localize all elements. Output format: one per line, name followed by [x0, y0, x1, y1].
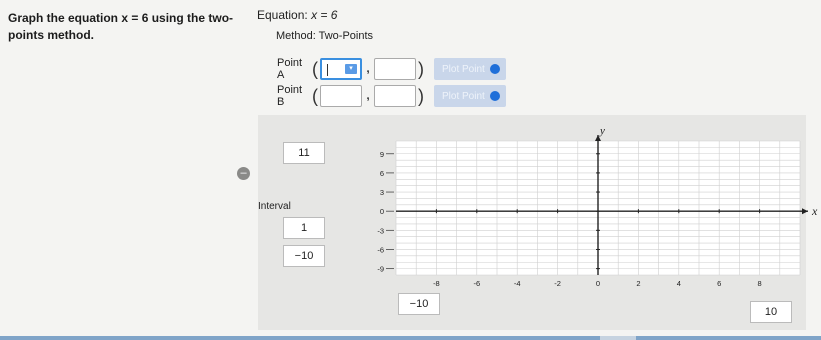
point-b-label: Point B	[277, 84, 303, 108]
y-tick-label: 6	[379, 168, 384, 178]
open-paren: (	[312, 59, 318, 79]
comma: ,	[366, 63, 370, 75]
prompt-line-1: Graph the equation x = 6 using the two-	[8, 11, 234, 25]
x-tick-label: 6	[717, 279, 722, 288]
x-axis-label: x	[812, 204, 818, 219]
comma: ,	[366, 90, 370, 102]
y-min-input[interactable]: −10	[398, 293, 440, 315]
method-label: Method:	[276, 30, 316, 42]
bottom-status-bar	[0, 336, 821, 340]
keyboard-icon[interactable]: ▾	[345, 64, 357, 74]
equation-label: Equation:	[257, 8, 308, 22]
x-min-input[interactable]: −10	[283, 245, 325, 267]
y-tick-label: 3	[379, 188, 384, 198]
x-axis-arrow	[802, 208, 808, 214]
x-tick-label: -6	[473, 279, 481, 288]
bottom-bar-segment	[600, 336, 636, 340]
interval-label: Interval	[258, 201, 291, 212]
x-tick-label: 2	[636, 279, 641, 288]
interval-input[interactable]: 1	[283, 217, 325, 239]
x-tick-label: -8	[433, 279, 440, 288]
close-paren: )	[418, 59, 424, 79]
y-tick-label: 0	[379, 207, 384, 217]
x-max-input[interactable]: 10	[750, 301, 792, 323]
y-tick-label: -6	[377, 245, 384, 255]
y-max-input[interactable]: 11	[283, 142, 325, 164]
x-tick-label: 8	[757, 279, 762, 288]
open-paren: (	[312, 86, 318, 106]
x-tick-label: -2	[554, 279, 561, 288]
y-tick-label: 9	[379, 149, 384, 159]
point-a-label: Point A	[277, 57, 303, 81]
collapse-minus-icon[interactable]: –	[237, 167, 250, 180]
y-tick-label: -3	[377, 226, 384, 236]
plot-point-b-button[interactable]: Plot Point	[434, 85, 506, 107]
prompt-line-2: points method.	[8, 28, 94, 42]
close-paren: )	[418, 86, 424, 106]
plot-point-a-button[interactable]: Plot Point	[434, 58, 506, 80]
method-value: Two-Points	[318, 30, 374, 42]
y-axis-label: y	[600, 125, 605, 137]
x-tick-label: 4	[676, 279, 681, 288]
y-tick-label: -9	[377, 264, 384, 274]
x-tick-label: -4	[513, 279, 521, 288]
x-tick-label: 0	[595, 279, 601, 288]
equation-value: x = 6	[311, 8, 338, 22]
